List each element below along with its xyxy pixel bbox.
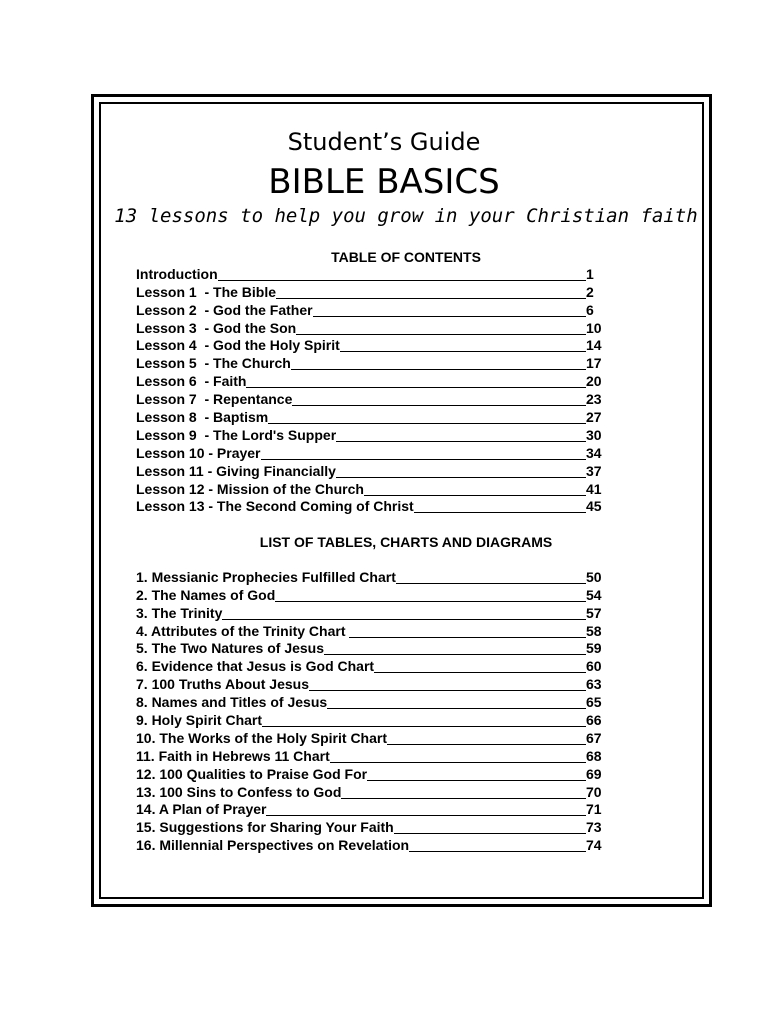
toc-entry xyxy=(136,282,606,300)
entry-page-number: 27 xyxy=(586,409,602,426)
entry-page-number: 66 xyxy=(586,712,602,729)
leader-line xyxy=(327,708,586,709)
figure-entry xyxy=(136,746,606,764)
entry-label: 15. Suggestions for Sharing Your Faith xyxy=(136,819,394,836)
leader-line xyxy=(341,798,586,799)
entry-label: Lesson 3 - God the Son xyxy=(136,319,297,336)
leader-line xyxy=(292,405,586,406)
entry-page-number: 71 xyxy=(586,801,602,818)
entry-label: Lesson 6 - Faith xyxy=(136,373,247,390)
entry-page-number: 30 xyxy=(586,426,602,443)
leader-line xyxy=(324,654,586,655)
figure-entry xyxy=(136,782,606,800)
entry-page-number: 6 xyxy=(586,301,594,318)
entry-label: Lesson 10 - Prayer xyxy=(136,444,261,461)
entry-page-number: 73 xyxy=(586,819,602,836)
entry-page-number: 74 xyxy=(586,837,602,854)
leader-line xyxy=(268,423,586,424)
entry-label: 9. Holy Spirit Chart xyxy=(136,712,263,729)
entry-page-number: 34 xyxy=(586,444,602,461)
entry-page-number: 17 xyxy=(586,355,602,372)
entry-label: 2. The Names of God xyxy=(136,586,276,603)
entry-label: Lesson 1 - The Bible xyxy=(136,283,277,300)
toc-entry xyxy=(136,479,606,497)
entry-page-number: 20 xyxy=(586,373,602,390)
entry-page-number: 60 xyxy=(586,658,602,675)
leader-line xyxy=(394,833,586,834)
entry-label: Lesson 5 - The Church xyxy=(136,355,291,372)
figure-entry xyxy=(136,603,606,621)
figures-list xyxy=(136,567,606,853)
entry-label: 6. Evidence that Jesus is God Chart xyxy=(136,658,375,675)
figure-entry xyxy=(136,800,606,818)
leader-line xyxy=(291,369,586,370)
entry-page-number: 59 xyxy=(586,640,602,657)
leader-line xyxy=(414,512,586,513)
guide-subtitle: Student’s Guide xyxy=(287,128,481,156)
leader-line xyxy=(296,334,586,335)
leader-line xyxy=(396,583,586,584)
entry-label: Lesson 8 - Baptism xyxy=(136,409,269,426)
entry-label: Lesson 4 - God the Holy Spirit xyxy=(136,337,340,354)
leader-line xyxy=(218,280,586,281)
figure-entry xyxy=(136,639,606,657)
entry-page-number: 69 xyxy=(586,765,602,782)
entry-label: 10. The Works of the Holy Spirit Chart xyxy=(136,729,388,746)
entry-label: 3. The Trinity xyxy=(136,604,223,621)
leader-line xyxy=(222,619,586,620)
figure-entry xyxy=(136,710,606,728)
book-tagline: 13 lessons to help you grow in your Christian faith xyxy=(114,205,698,227)
figure-entry xyxy=(136,728,606,746)
entry-page-number: 65 xyxy=(586,694,602,711)
figure-entry xyxy=(136,764,606,782)
entry-label: 7. 100 Truths About Jesus xyxy=(136,676,309,693)
figure-entry xyxy=(136,656,606,674)
leader-line xyxy=(367,780,586,781)
figure-entry xyxy=(136,817,606,835)
entry-label: Lesson 11 - Giving Financially xyxy=(136,462,336,479)
leader-line xyxy=(340,351,586,352)
figure-entry xyxy=(136,621,606,639)
toc-entry xyxy=(136,371,606,389)
book-title: BIBLE BASICS xyxy=(268,162,500,202)
leader-line xyxy=(246,387,586,388)
toc-entry xyxy=(136,264,606,282)
entry-label: Lesson 13 - The Second Coming of Christ xyxy=(136,498,414,515)
figure-entry xyxy=(136,674,606,692)
entry-page-number: 57 xyxy=(586,604,602,621)
entry-page-number: 37 xyxy=(586,462,602,479)
leader-line xyxy=(276,298,586,299)
figure-entry xyxy=(136,692,606,710)
figure-entry xyxy=(136,835,606,853)
figures-heading: LIST OF TABLES, CHARTS AND DIAGRAMS xyxy=(259,534,553,550)
leader-line xyxy=(262,726,586,727)
leader-line xyxy=(336,477,586,478)
leader-line xyxy=(275,601,586,602)
entry-page-number: 2 xyxy=(586,283,594,300)
toc-entry xyxy=(136,336,606,354)
entry-page-number: 10 xyxy=(586,319,602,336)
figure-entry xyxy=(136,585,606,603)
toc-entry xyxy=(136,497,606,515)
leader-line xyxy=(364,495,586,496)
toc-entry xyxy=(136,300,606,318)
entry-label: Lesson 12 - Mission of the Church xyxy=(136,480,364,497)
entry-label: Lesson 7 - Repentance xyxy=(136,391,293,408)
entry-label: Lesson 9 - The Lord's Supper xyxy=(136,426,337,443)
entry-label: 11. Faith in Hebrews 11 Chart xyxy=(136,747,330,764)
entry-page-number: 70 xyxy=(586,783,602,800)
toc-entry xyxy=(136,389,606,407)
entry-page-number: 58 xyxy=(586,622,602,639)
entry-label: Lesson 2 - God the Father xyxy=(136,301,313,318)
toc-entry xyxy=(136,461,606,479)
entry-page-number: 45 xyxy=(586,498,602,515)
toc-entry xyxy=(136,318,606,336)
leader-line xyxy=(387,744,586,745)
entry-page-number: 54 xyxy=(586,586,602,603)
entry-page-number: 41 xyxy=(586,480,602,497)
toc-entry xyxy=(136,353,606,371)
entry-page-number: 68 xyxy=(586,747,602,764)
entry-label: 13. 100 Sins to Confess to God xyxy=(136,783,342,800)
entry-page-number: 1 xyxy=(586,265,594,282)
entry-label: 5. The Two Natures of Jesus xyxy=(136,640,325,657)
leader-line xyxy=(374,672,586,673)
toc-entry xyxy=(136,425,606,443)
entry-label: 4. Attributes of the Trinity Chart xyxy=(136,622,350,639)
leader-line xyxy=(309,690,586,691)
figure-entry xyxy=(136,567,606,585)
entry-label: 14. A Plan of Prayer xyxy=(136,801,267,818)
entry-label: 8. Names and Titles of Jesus xyxy=(136,694,328,711)
toc-entry xyxy=(136,407,606,425)
entry-page-number: 14 xyxy=(586,337,602,354)
leader-line xyxy=(330,762,586,763)
entry-label: 16. Millennial Perspectives on Revelation xyxy=(136,837,410,854)
entry-label: 1. Messianic Prophecies Fulfilled Chart xyxy=(136,568,396,585)
leader-line xyxy=(261,459,586,460)
toc-list xyxy=(136,264,606,514)
leader-line xyxy=(409,851,586,852)
entry-page-number: 23 xyxy=(586,391,602,408)
entry-label: 12. 100 Qualities to Praise God For xyxy=(136,765,368,782)
leader-line xyxy=(266,815,586,816)
toc-heading: TABLE OF CONTENTS xyxy=(331,249,481,265)
entry-page-number: 50 xyxy=(586,568,602,585)
entry-label: Introduction xyxy=(136,265,218,282)
leader-line xyxy=(313,316,586,317)
entry-page-number: 67 xyxy=(586,729,602,746)
entry-page-number: 63 xyxy=(586,676,602,693)
leader-line xyxy=(336,441,586,442)
toc-entry xyxy=(136,443,606,461)
leader-line xyxy=(349,637,586,638)
